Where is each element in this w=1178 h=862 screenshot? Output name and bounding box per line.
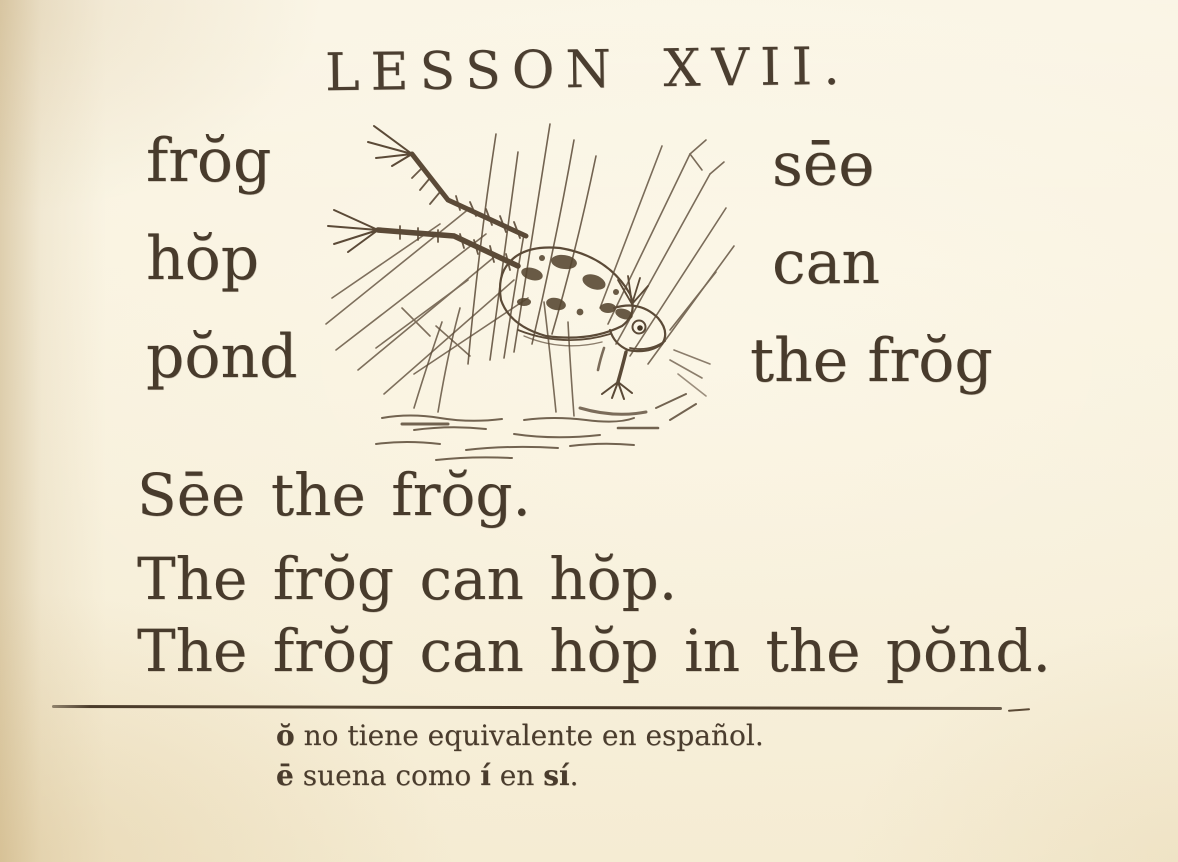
frog-illustration bbox=[318, 112, 742, 468]
vocab-word-see: sēɵ bbox=[772, 130, 875, 200]
footnote-1-lead: ŏ bbox=[276, 719, 295, 752]
footnote-2-bold1: í bbox=[480, 759, 491, 792]
footnote-2-end: . bbox=[569, 759, 579, 792]
sentence-1: Sēe the frŏg. bbox=[137, 461, 531, 529]
vocab-word-the-frog: the frŏg bbox=[750, 326, 993, 396]
footnote-2-seg1: suena como bbox=[293, 759, 481, 792]
vocab-column-left bbox=[146, 112, 298, 406]
vocab-word-hop: hŏp bbox=[146, 224, 260, 294]
sentence-3: The frŏg can hŏp in the pŏnd. bbox=[137, 617, 1051, 685]
vocab-column-right bbox=[750, 116, 993, 410]
footnote-2-seg2: en bbox=[490, 759, 544, 792]
lesson-title: LESSON XVII. bbox=[324, 36, 852, 104]
footnote-line-1 bbox=[276, 716, 764, 756]
pond-water bbox=[376, 394, 696, 460]
vocab-word-can: can bbox=[772, 228, 881, 298]
footnote-line-2 bbox=[276, 756, 764, 796]
grass-right bbox=[600, 140, 734, 364]
sentence-2: The frŏg can hŏp. bbox=[137, 545, 678, 613]
vocab-word-frog: frŏg bbox=[146, 126, 272, 196]
footnote-1-text: no tiene equivalente en español. bbox=[294, 719, 764, 752]
footnote-2-lead: ē bbox=[276, 759, 294, 792]
footnote-divider-dash bbox=[1008, 708, 1030, 712]
grass-center bbox=[468, 124, 596, 364]
footnote-divider-rule bbox=[52, 705, 1002, 710]
grass-foreground bbox=[414, 302, 574, 416]
footnotes bbox=[276, 716, 764, 796]
footnote-2-bold2: sí bbox=[543, 759, 570, 792]
vocab-word-pond: pŏnd bbox=[146, 322, 298, 392]
